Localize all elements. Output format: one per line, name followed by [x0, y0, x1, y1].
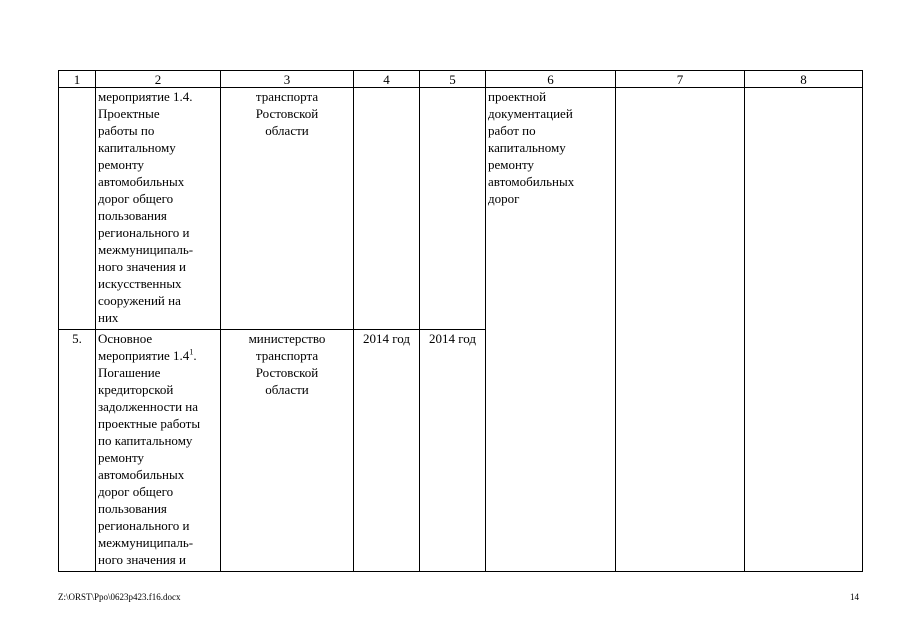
- event-number-end: .: [193, 348, 197, 363]
- header-cell: 2: [96, 71, 221, 88]
- expected-result-cell: проектной документацией работ по капитальному ремонту автомобильных дорог: [486, 88, 616, 330]
- end-date-cell: 2014 год: [420, 330, 486, 572]
- header-cell: 1: [59, 71, 96, 88]
- header-cell: 7: [616, 71, 745, 88]
- event-superscript: 1: [189, 347, 194, 357]
- event-description-cell: мероприятие 1.4. Проектные работы по капитальному ремонту автомобильных дорог общего пользования регионального и межмуниципаль- ного значения и искусственных сооружений на них: [96, 88, 221, 330]
- row-number-cell: 5.: [59, 330, 96, 572]
- expected-result-cell: [486, 330, 616, 572]
- page-number: 14: [850, 592, 859, 602]
- table-row: [59, 88, 863, 330]
- start-date-cell: [354, 88, 420, 330]
- header-cell: 5: [420, 71, 486, 88]
- header-cell: 6: [486, 71, 616, 88]
- table-header-row: [59, 71, 863, 88]
- start-date-cell: 2014 год: [354, 330, 420, 572]
- column-8-cell: [745, 330, 863, 572]
- executor-cell: министерство транспорта Ростовской области: [221, 330, 354, 572]
- event-number: мероприятие 1.4: [98, 348, 190, 363]
- footer-file-path: Z:\ORST\Ppo\0623p423.f16.docx: [58, 592, 181, 602]
- event-text: Погашение кредиторской задолженности на проектные работы по капитальному ремонту автомобильных дорог общего пользования регионального и межмуниципаль- ного значения и: [98, 365, 201, 567]
- row-number-cell: [59, 88, 96, 330]
- executor-cell: транспорта Ростовской области: [221, 88, 354, 330]
- column-7-cell: [616, 330, 745, 572]
- header-cell: 4: [354, 71, 420, 88]
- document-table: [58, 70, 863, 572]
- header-cell: 3: [221, 71, 354, 88]
- header-cell: 8: [745, 71, 863, 88]
- column-7-cell: [616, 88, 745, 330]
- end-date-cell: [420, 88, 486, 330]
- event-title-line: Основное: [98, 331, 153, 346]
- column-8-cell: [745, 88, 863, 330]
- event-description-cell: [96, 330, 221, 572]
- table-row: [59, 330, 863, 572]
